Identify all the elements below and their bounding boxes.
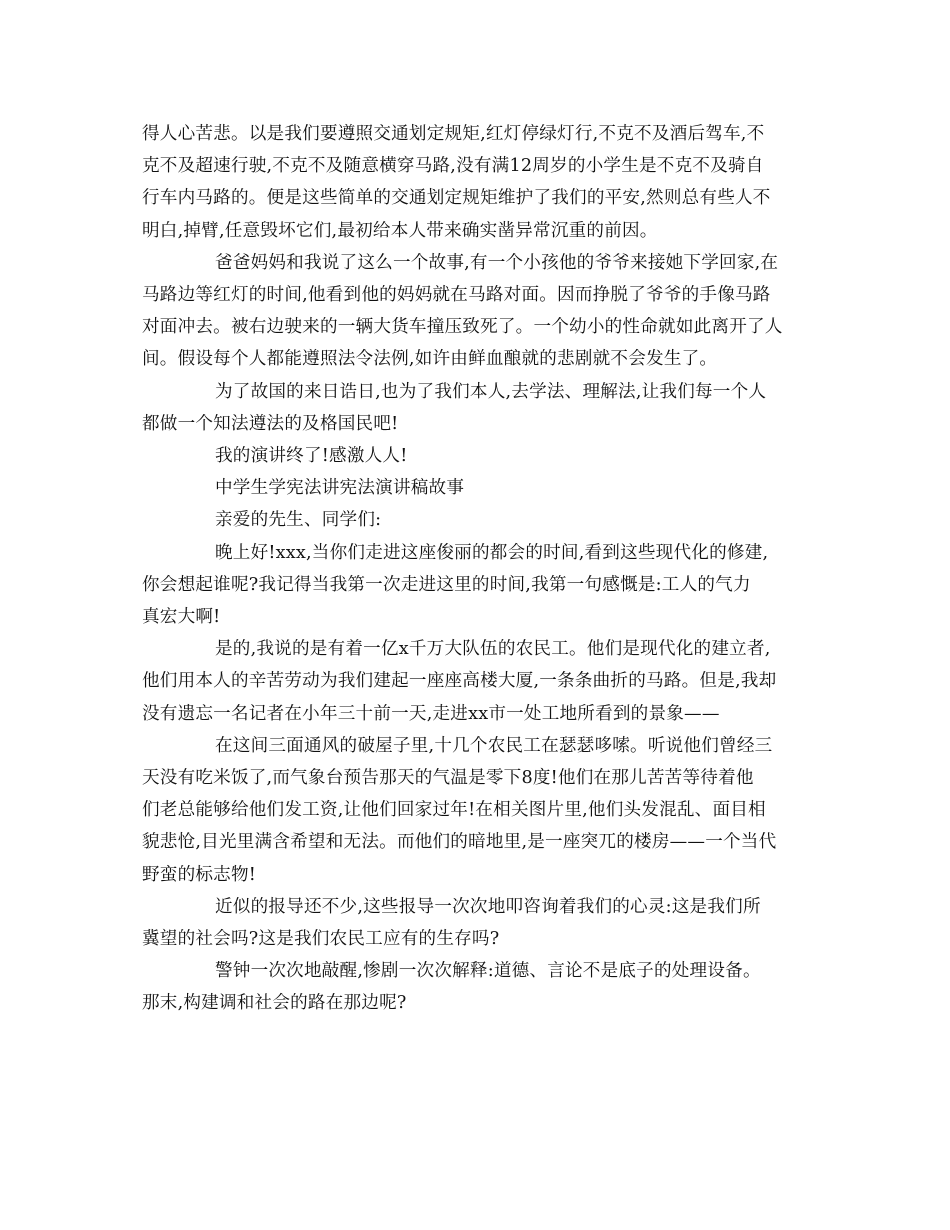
text-line: 他们用本人的辛苦劳动为我们建起一座座高楼大厦,一条条曲折的马路。但是,我却 xyxy=(142,671,777,692)
text-line: 明白,掉臂,任意毁坏它们,最初给本人带来确实凿异常沉重的前因。 xyxy=(142,220,658,241)
text-line: 间。假设每个人都能遵照法令法例,如许由鲜血酿就的悲剧就不会发生了。 xyxy=(142,349,718,370)
speech-title xyxy=(142,472,812,504)
paragraph xyxy=(142,247,812,376)
text-line: 爸爸妈妈和我说了这么一个故事,有一个小孩他的爷爷来接她下学回家,在 xyxy=(215,252,779,273)
text-line: 克不及超速行驶,不克不及随意横穿马路,没有满12周岁的小学生是不克不及骑自 xyxy=(142,156,764,177)
text-line: 那末,构建调和社会的路在那边呢? xyxy=(142,993,407,1014)
paragraph xyxy=(142,891,812,955)
paragraph xyxy=(142,730,812,891)
text-line: 为了故国的来日诰日,也为了我们本人,去学法、理解法,让我们每一个人 xyxy=(215,381,767,402)
text-line: 晚上好!xxx,当你们走进这座俊丽的都会的时间,看到这些现代化的修建, xyxy=(215,542,769,563)
text-line: 马路边等红灯的时间,他看到他的妈妈就在马路对面。因而挣脱了爷爷的手像马路 xyxy=(142,285,771,306)
text-line: 天没有吃米饭了,而气象台预告那天的气温是零下8度!他们在那儿苦苦等待着他 xyxy=(142,768,754,789)
text-line: 野蛮的标志物! xyxy=(142,864,257,885)
text-line: 我的演讲终了!感激人人! xyxy=(215,446,408,467)
paragraph xyxy=(142,376,812,440)
text-line: 貌悲怆,目光里满含希望和无法。而他们的暗地里,是一座突兀的楼房——一个当代 xyxy=(142,832,777,853)
paragraph xyxy=(142,633,812,730)
paragraph xyxy=(142,955,812,1019)
text-line: 对面冲去。被右边驶来的一辆大货车撞压致死了。一个幼小的性命就如此离开了人 xyxy=(142,317,783,338)
paragraph xyxy=(142,537,812,634)
text-line: 近似的报导还不少,这些报导一次次地叩咨询着我们的心灵:这是我们所 xyxy=(215,896,761,917)
text-line: 真宏大啊! xyxy=(142,607,221,628)
text-line: 你会想起谁呢?我记得当我第一次走进这里的时间,我第一句感慨是:工人的气力 xyxy=(142,574,751,595)
text-line: 们老总能够给他们发工资,让他们回家过年!在相关图片里,他们头发混乱、面目相 xyxy=(142,800,766,821)
text-line: 在这间三面通风的破屋子里,十几个农民工在瑟瑟哆嗦。听说他们曾经三 xyxy=(215,735,773,756)
document-body xyxy=(142,118,812,1020)
text-line: 行车内马路的。便是这些简单的交通划定规矩维护了我们的平安,然则总有些人不 xyxy=(142,188,771,209)
paragraph xyxy=(142,118,812,247)
paragraph xyxy=(142,440,812,472)
salutation xyxy=(142,504,812,536)
text-line: 没有遗忘一名记者在小年三十前一天,走进xx市一处工地所看到的景象—— xyxy=(142,703,720,724)
text-line: 亲爱的先生、同学们: xyxy=(215,510,382,531)
text-line: 冀望的社会吗?这是我们农民工应有的生存吗? xyxy=(142,929,500,950)
text-line: 都做一个知法遵法的及格国民吧! xyxy=(142,413,399,434)
text-line: 中学生学宪法讲宪法演讲稿故事 xyxy=(215,478,465,499)
text-line: 得人心苦悲。以是我们要遵照交通划定规矩,红灯停绿灯行,不克不及酒后驾车,不 xyxy=(142,124,765,144)
text-line: 是的,我说的是有着一亿x千万大队伍的农民工。他们是现代化的建立者, xyxy=(215,639,771,660)
text-line: 警钟一次次地敲醒,惨剧一次次解释:道德、言论不是底子的处理设备。 xyxy=(215,961,761,982)
